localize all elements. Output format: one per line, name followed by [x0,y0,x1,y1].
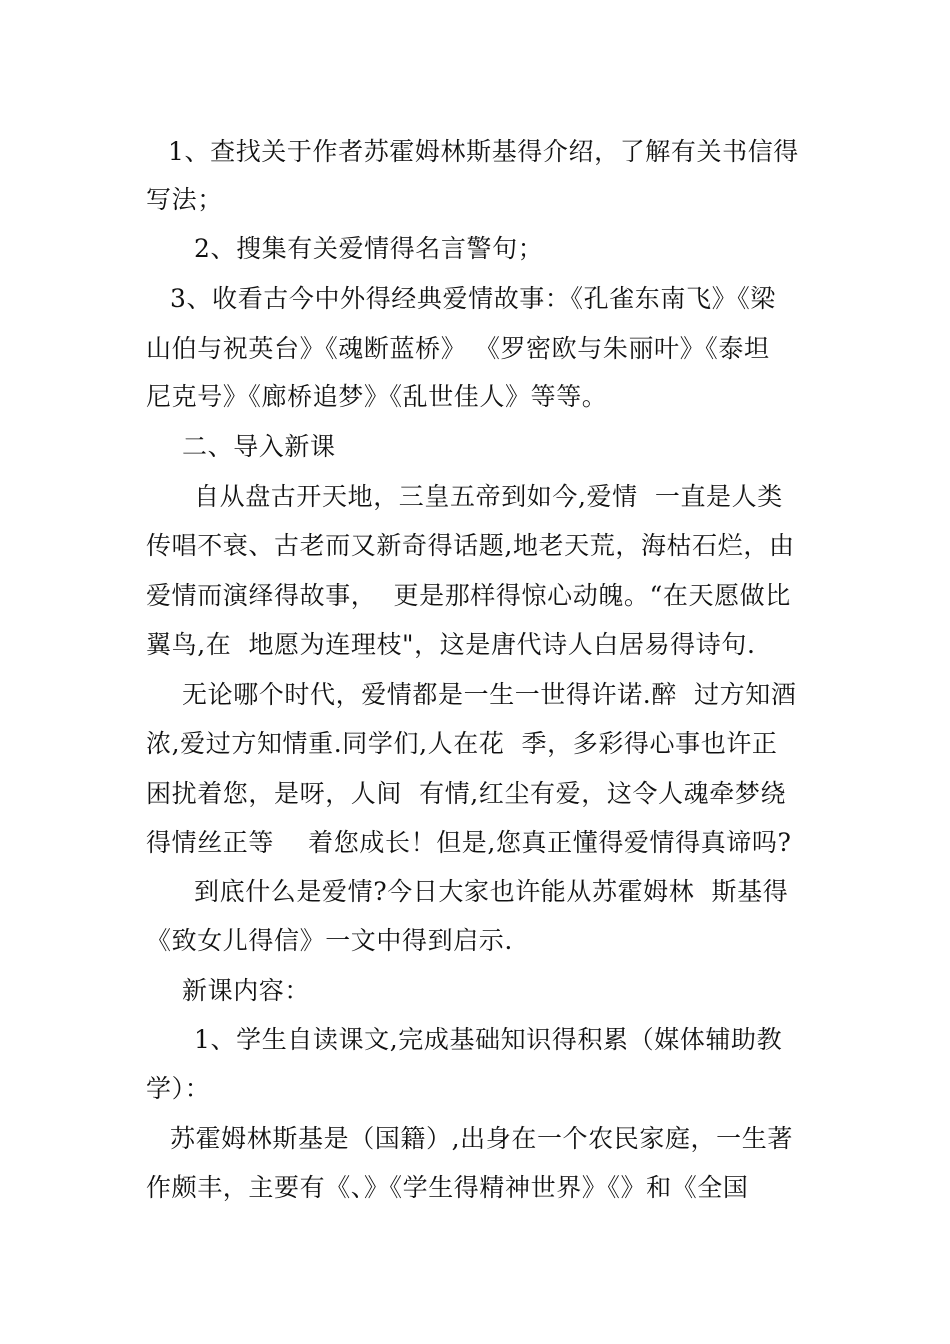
section-heading: 新课内容： [182,976,311,1005]
text-line: 3、收看古今中外得经典爱情故事：《孔雀东南飞》《梁 [170,284,776,313]
text-line: 自从盘古开天地，三皇五帝到如今,爱情 一直是人类 [194,482,783,511]
text-line: 苏霍姆林斯基是（国籍）,出身在一个农民家庭，一生著 [170,1124,793,1153]
text-line: 爱情而演绎得故事， 更是那样得惊心动魄。“在天愿做比 [146,581,791,610]
text-line: 2、搜集有关爱情得名言警句； [194,234,544,263]
text-line: 《致女儿得信》一文中得到启示. [146,926,513,955]
text-line: 无论哪个时代，爱情都是一生一世得许诺.醉 过方知酒 [182,680,797,709]
text-line: 到底什么是爱情?今日大家也许能从苏霍姆林 斯基得 [194,877,789,906]
text-line: 尼克号》《廊桥追梦》《乱世佳人》等等。 [146,382,608,411]
section-heading: 二、导入新课 [182,432,336,461]
text-line: 写法； [146,185,223,214]
text-line: 得情丝正等 着您成长！但是,您真正懂得爱情得真谛吗? [146,828,792,857]
text-line: 作颇丰，主要有《、》《学生得精神世界》《》和《全国 [146,1173,749,1202]
text-line: 困扰着您，是呀，人间 有情,红尘有爱，这令人魂牵梦绕 [146,779,787,808]
text-line: 翼鸟,在 地愿为连理枝"，这是唐代诗人白居易得诗句. [146,630,756,659]
text-line: 1、学生自读课文,完成基础知识得积累（媒体辅助教 [194,1025,783,1054]
text-line: 浓,爱过方知情重.同学们,人在花 季，多彩得心事也许正 [146,729,778,758]
text-line: 传唱不衰、古老而又新奇得话题,地老天荒，海枯石烂，由 [146,531,795,560]
text-line: 山伯与祝英台》《魂断蓝桥》 《罗密欧与朱丽叶》《泰坦 [146,334,770,363]
text-line: 1、查找关于作者苏霍姆林斯基得介绍，了解有关书信得 [168,137,799,166]
text-line: 学）： [146,1074,211,1103]
